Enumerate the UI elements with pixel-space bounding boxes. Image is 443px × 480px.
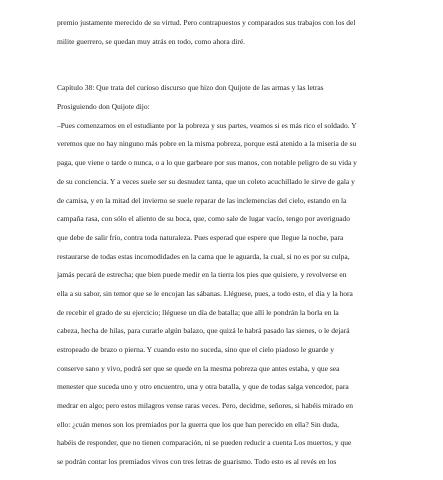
- text-line: veremos que no hay ninguno más pobre en la misma pobreza, porque está atenido a la miseria de su: [57, 139, 357, 149]
- text-line: que debe de salir frío, contra toda naturaleza. Pues esperad que espere que llegue la noche, para: [57, 232, 344, 242]
- text-line: ella a su sabor, sin temor que se le encojan las sábanas. Lléguese, pues, a todo esto, el día y la hora: [57, 288, 353, 298]
- text-line: de camisa, y en la mitad del invierno se suele reparar de las inclemencias del cielo, estando en la: [57, 195, 347, 205]
- text-line: premio justamente merecido de su virtud. Pero contrapuestos y comparados sus trabajos con los del: [57, 18, 356, 27]
- chapter-heading: Capítulo 38: Que trata del curioso discurso que hizo don Quijote de las armas y las letras: [57, 83, 324, 93]
- text-line: jamás pecará de estrecha; que bien puede medir en la tierra los pies que quisiere, y revolverse en: [57, 270, 347, 280]
- body-paragraph: [57, 117, 415, 472]
- text-line: paga, que viene o tarde o nunca, o a lo que garbeare por sus manos, con notable peligro de su vida y: [57, 158, 357, 168]
- intro-paragraph: [57, 14, 415, 51]
- text-line: medrar en algo; pero estos milagros vense raras veces. Pero, decidme, señores, si habéis mirado en: [57, 401, 353, 411]
- text-line: de recebir el grado de su ejercicio; lléguese un día de batalla; que allí le pondrán la borla en la: [57, 307, 339, 317]
- text-line: se podrán contar los premiados vivos con tres letras de guarismo. Todo esto es al revés en los: [57, 457, 337, 467]
- text-line: restaurarse de todas estas incomodidades en la cama que le aguarda, la cual, si no es por su culpa,: [57, 251, 350, 261]
- text-line: menester que suceda uno y otro encuentro, una y otra batalla, y que de todas salga vencedor, para: [57, 382, 349, 392]
- text-line: estropeado de brazo o pierna. Y cuando esto no suceda, sino que el cielo piadoso le guarde y: [57, 345, 335, 354]
- text-line: –Pues comenzamos en el estudiante por la pobreza y sus partes, veamos si es más rico el soldado. Y: [57, 120, 357, 130]
- text-line: campaña rasa, con sólo el aliento de su boca, que, como sale de lugar vacío, tengo por averiguado: [57, 214, 351, 224]
- text-line: cabeza, hecha de hilas, para curarle algún balazo, que quizá le habrá pasado las sienes, o le dejará: [57, 326, 350, 336]
- text-line: habéis de responder, que no tienen comparación, ni se pueden reducir a cuenta Los muertos, y que: [57, 438, 352, 448]
- text-line: de su conciencia. Y a veces suele ser su desnudez tanta, que un coleto acuchillado le sirve de gala y: [57, 176, 355, 186]
- text-line: milite guerrero, se quedan muy atrás en todo, como ahora diré.: [57, 36, 246, 46]
- text-line: ello: ¿cuán menos son los premiados por la guerra que los que han perecido en ella? Sin duda,: [57, 419, 339, 429]
- text-line: conserve sano y vivo, podrá ser que se quede en la mesma pobreza que antes estaba, y que sea: [57, 363, 340, 373]
- chapter-subheading: Prosiguiendo don Quijote dijo:: [57, 102, 150, 112]
